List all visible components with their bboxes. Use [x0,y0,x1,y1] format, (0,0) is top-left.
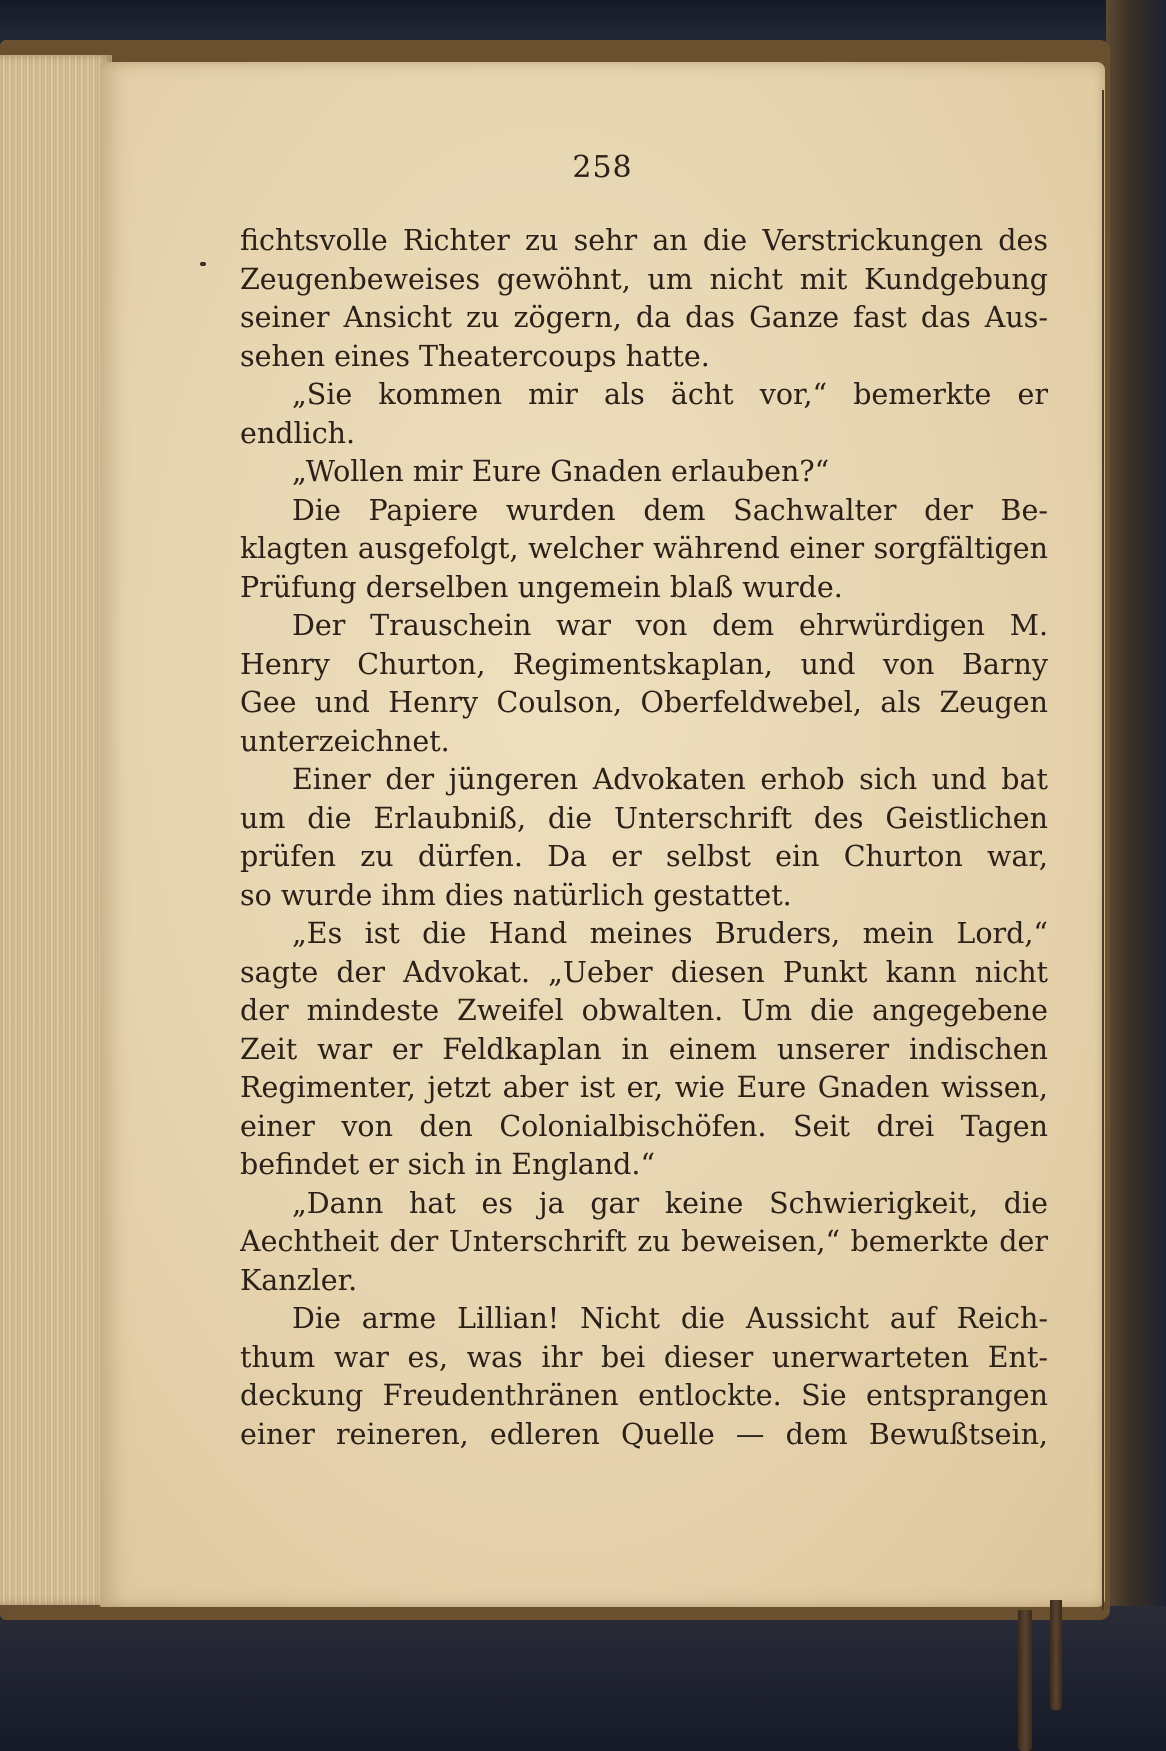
bookmark-ribbon-2 [1050,1600,1062,1710]
text-line: „Wollen mir Eure Gnaden erlauben?“ [292,455,830,488]
text-line: um die Erlaubniß, die Unterschrift des Geistlichen [240,801,1048,835]
text-line: „Es ist die Hand meines Bruders, mein Lord,“ [292,917,1048,950]
page-stack-edge [0,55,112,1605]
text-line: endlich. [240,416,356,450]
page-number: 258 [572,150,633,185]
text-line: sagte der Advokat. „Ueber diesen Punkt kann nicht [240,955,1048,989]
text-line: Kanzler. [240,1263,358,1297]
text-line: Prüfung derselben ungemein blaß wurde. [240,570,843,604]
bookmark-ribbon [1018,1610,1032,1751]
background-bottom [0,1606,1166,1751]
binding-gutter [1102,90,1104,1610]
text-line: Zeugenbeweises gewöhnt, um nicht mit Kundgebung [240,262,1048,296]
text-line: Einer der jüngeren Advokaten erhob sich und bat [292,763,1048,796]
text-line: sehen eines Theatercoups hatte. [240,339,710,373]
text-line: einer reineren, edleren Quelle — dem Bewußtsein, [240,1417,1048,1451]
text-line: thum war es, was ihr bei dieser unerwarteten Ent- [240,1340,1048,1374]
text-line: Henry Churton, Regimentskaplan, und von Barny [240,647,1048,681]
text-line: Zeit war er Feldkaplan in einem unserer indischen [240,1032,1048,1066]
text-line: Aechtheit der Unterschrift zu beweisen,“ bemerkte der [240,1225,1048,1258]
text-line: prüfen zu dürfen. Da er selbst ein Churton war, [240,840,1048,873]
text-line: der mindeste Zweifel obwalten. Um die angegebene [240,994,1048,1027]
text-line: befindet er sich in England.“ [240,1148,656,1181]
text-line: einer von den Colonialbischöfen. Seit drei Tagen [240,1109,1048,1143]
text-line: klagten ausgefolgt, welcher während einer sorgfältigen [240,532,1048,565]
text-line: Gee und Henry Coulson, Oberfeldwebel, als Zeugen [240,686,1048,719]
text-line: so wurde ihm dies natürlich gestattet. [240,878,792,912]
text-line: deckung Freudenthränen entlockte. Sie entsprangen [240,1379,1048,1412]
margin-mark [200,262,206,266]
text-line: „Sie kommen mir als ächt vor,“ bemerkte er [292,378,1048,411]
text-line: Die Papiere wurden dem Sachwalter der Be- [292,493,1048,527]
page-text [240,222,1048,1454]
text-line: Der Trauschein war von dem ehrwürdigen M. [292,609,1048,642]
text-line: Die arme Lillian! Nicht die Aussicht auf Reich- [292,1302,1048,1335]
background-right [1106,0,1166,1751]
text-line: „Dann hat es ja gar keine Schwierigkeit, die [292,1186,1048,1220]
text-line: seiner Ansicht zu zögern, da das Ganze fast das Aus- [240,301,1048,334]
text-line: Regimenter, jetzt aber ist er, wie Eure Gnaden wissen, [240,1071,1048,1104]
text-line: unterzeichnet. [240,724,450,758]
text-line: fichtsvolle Richter zu sehr an die Verstrickungen des [240,224,1048,257]
